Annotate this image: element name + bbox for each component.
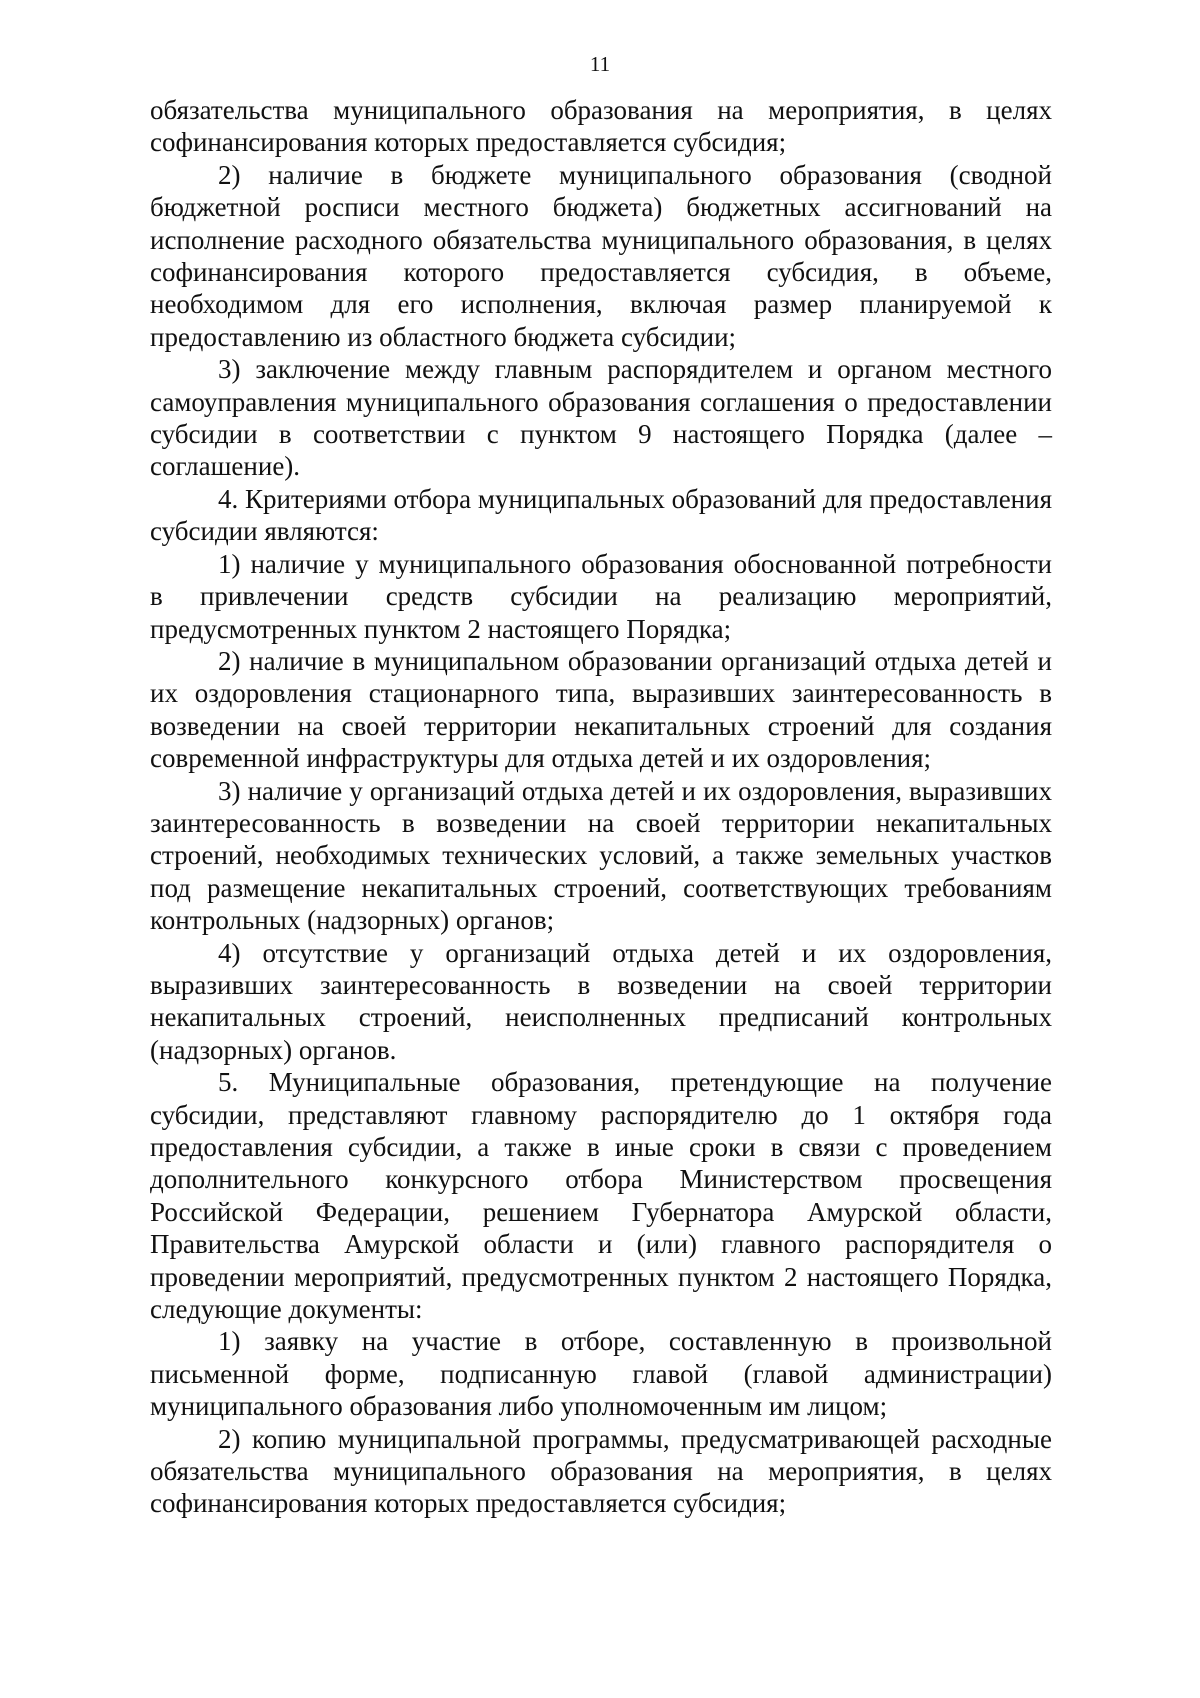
paragraph-criterion-4: 4) отсутствие у организаций отдыха детей и их оздоровления, выразивших заинтересованность в возведении на своей территории некапитальных строений, неисполненных предписаний контрольных (надзорных) органов. <box>150 937 1052 1065</box>
paragraph-section-4: 4. Критериями отбора муниципальных образований для предоставления субсидии являются: <box>150 483 1052 547</box>
paragraph-criterion-1: 1) наличие у муниципального образования обоснованной потребности в привлечении средств субсидии на реализацию мероприятий, предусмотренных пунктом 2 настоящего Порядка; <box>150 548 1052 644</box>
paragraph-continuation: обязательства муниципального образования на мероприятия, в целях софинансирования которых предоставляется субсидия; <box>150 95 1052 158</box>
paragraph-condition-2: 2) наличие в бюджете муниципального образования (сводной бюджетной росписи местного бюджета) бюджетных ассигнований на исполнение расходного обязательства муниципального образования, в целях софинансирования которого предоставляется субсидия, в объеме, необходимом для его исполнения, включая размер планируемой к предоставлению из областного бюджета субсидии; <box>150 159 1052 352</box>
page-number: 11 <box>589 52 611 76</box>
paragraph-criterion-3: 3) наличие у организаций отдыха детей и их оздоровления, выразивших заинтересованность в возведении на своей территории некапитальных строений, необходимых технических условий, а также земельных участков под размещение некапитальных строений, соответствующих требованиям контрольных (надзорных) органов; <box>150 775 1052 936</box>
document-body <box>150 94 1052 1520</box>
paragraph-criterion-2: 2) наличие в муниципальном образовании организаций отдыха детей и их оздоровления стационарного типа, выразивших заинтересованность в возведении на своей территории некапитальных строений для создания современной инфраструктуры для отдыха детей и их оздоровления; <box>150 645 1052 774</box>
paragraph-document-1: 1) заявку на участие в отборе, составленную в произвольной письменной форме, подписанную главой (главой администрации) муниципального образования либо уполномоченным им лицом; <box>150 1326 1052 1422</box>
paragraph-condition-3: 3) заключение между главным распорядителем и органом местного самоуправления муниципального образования соглашения о предоставлении субсидии в соответствии с пунктом 9 настоящего Порядка (далее – соглашение). <box>150 354 1052 482</box>
paragraph-section-5: 5. Муниципальные образования, претендующие на получение субсидии, представляют главному распорядителю до 1 октября года предоставления субсидии, а также в иные сроки в связи с проведением дополнительного конкурсного отбора Министерством просвещения Российской Федерации, решением Губернатора Амурской области, Правительства Амурской области и (или) главного распорядителя о проведении мероприятий, предусмотренных пунктом 2 настоящего Порядка, следующие документы: <box>150 1067 1052 1325</box>
paragraph-document-2: 2) копию муниципальной программы, предусматривающей расходные обязательства муниципального образования на мероприятия, в целях софинансирования которых предоставляется субсидия; <box>150 1423 1052 1519</box>
